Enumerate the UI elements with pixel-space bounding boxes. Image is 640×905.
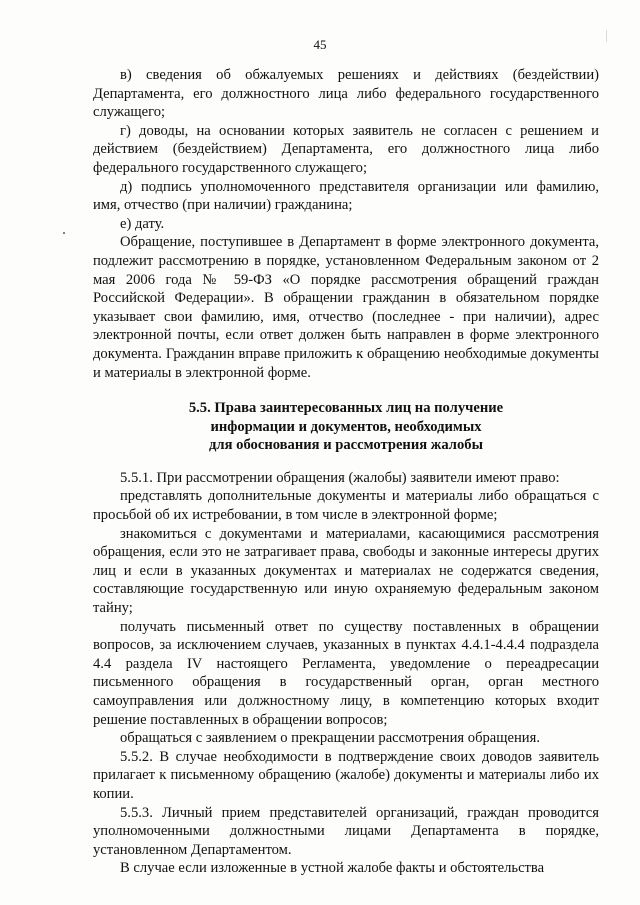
section-heading-line: для обоснования и рассмотрения жалобы (209, 437, 483, 454)
paragraph-oral-complaint: В случае если изложенные в устной жалобе факты и обстоятельства (120, 860, 545, 877)
paragraph-item-v: в) сведения об обжалуемых решениях и действиях (бездействии) Департамента, его должностного лица либо федерального государственного служащего; (93, 67, 599, 121)
paragraph-right-review-materials: знакомиться с документами и материалами, касающимися рассмотрения обращения, если это не затрагивает права, свободы и законные интересы других лиц и если в указанных документах и материалах не содержатся сведения, составляющие государственную или иную охраняемую федеральным законом тайну; (93, 525, 599, 617)
paragraph-item-g: г) доводы, на основании которых заявитель не согласен с решением и действием (бездействием) Департамента, его должностного лица либо федерального государственного служащего; (93, 122, 599, 176)
paragraph-item-e: е) дату. (120, 215, 165, 232)
paragraph-right-submit-documents: представлять дополнительные документы и материалы либо обращаться с просьбой об их истребовании, в том числе в электронной форме; (93, 488, 599, 524)
scan-artifact (606, 30, 607, 42)
paragraph-right-written-answer: получать письменный ответ по существу поставленных в обращении вопросов, за исключением случаев, указанных в пунктах 4.4.1-4.4.4 подраздела 4.4 раздела IV настоящего Регламента, уведомление о переадресации письменного обращения в государственный орган, орган местного самоуправления или должностному лицу, в компетенцию которых входит решение поставленных в обращении вопросов; (93, 618, 599, 728)
page-number: 45 (313, 37, 327, 52)
document-body (93, 66, 599, 878)
margin-dot (63, 232, 65, 234)
paragraph-5-5-3: 5.5.3. Личный прием представителей организаций, граждан проводится уполномоченными должностными лицами Департамента в порядке, установленном Департаментом. (93, 804, 599, 858)
paragraph-5-5-2: 5.5.2. В случае необходимости в подтверждение своих доводов заявитель прилагает к письменному обращению (жалобе) документы и материалы либо их копии. (93, 748, 599, 802)
paragraph-electronic-appeal: Обращение, поступившее в Департамент в форме электронного документа, подлежит рассмотрению в порядке, установленном Федеральным законом от 2 мая 2006 года № 59-ФЗ «О порядке рассмотрения обращений граждан Российской Федерации». В обращении гражданин в обязательном порядке указывает свои фамилию, имя, отчество (последнее - при наличии), адрес электронной почты, если ответ должен быть направлен в форме электронного документа. Гражданин вправе приложить к обращению необходимые документы и материалы в электронной форме. (93, 234, 599, 381)
paragraph-right-stop-review: обращаться с заявлением о прекращении рассмотрения обращения. (120, 730, 540, 747)
section-heading (93, 399, 599, 455)
section-heading-line: 5.5. Права заинтересованных лиц на получение (188, 400, 504, 417)
section-heading-line: информации и документов, необходимых (210, 418, 482, 435)
paragraph-item-d: д) подпись уполномоченного представителя организации или фамилию, имя, отчество (при наличии) гражданина; (93, 178, 599, 214)
paragraph-5-5-1: 5.5.1. При рассмотрении обращения (жалобы) заявители имеют право: (120, 469, 560, 486)
